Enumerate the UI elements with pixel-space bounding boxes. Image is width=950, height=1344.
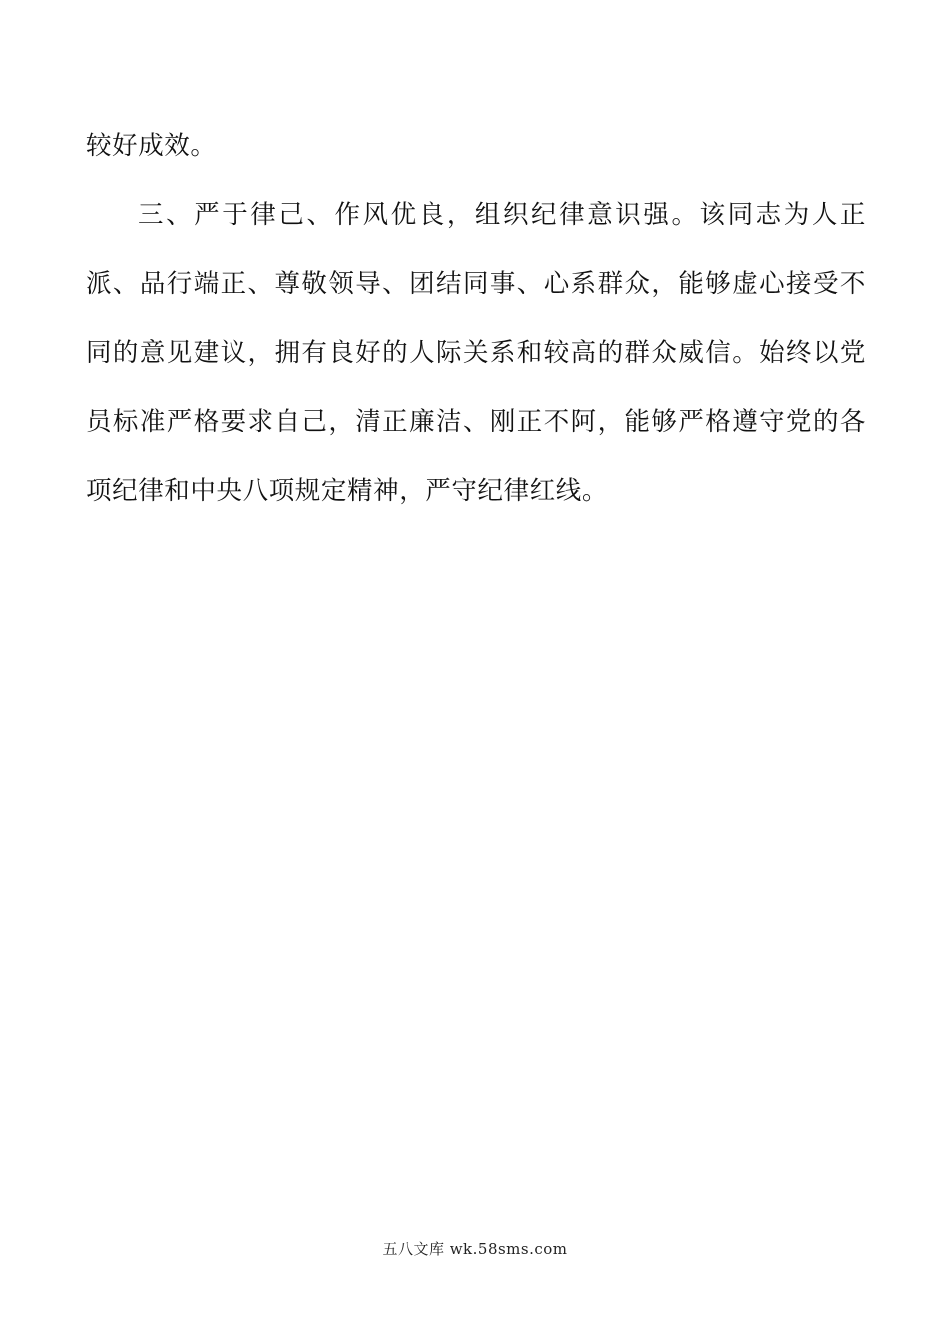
page-footer-watermark: 五八文库 wk.58sms.com bbox=[382, 1240, 568, 1258]
paragraph-continuation: 较好成效。 bbox=[86, 131, 217, 161]
document-body bbox=[86, 112, 866, 526]
paragraph-section-three: 三、严于律己、作风优良，组织纪律意识强。该同志为人正派、品行端正、尊敬领导、团结同事、心系群众，能够虚心接受不同的意见建议，拥有良好的人际关系和较高的群众威信。始终以党员标准严格要求自己，清正廉洁、刚正不阿，能够严格遵守党的各项纪律和中央八项规定精神，严守纪律红线。 bbox=[86, 200, 866, 506]
